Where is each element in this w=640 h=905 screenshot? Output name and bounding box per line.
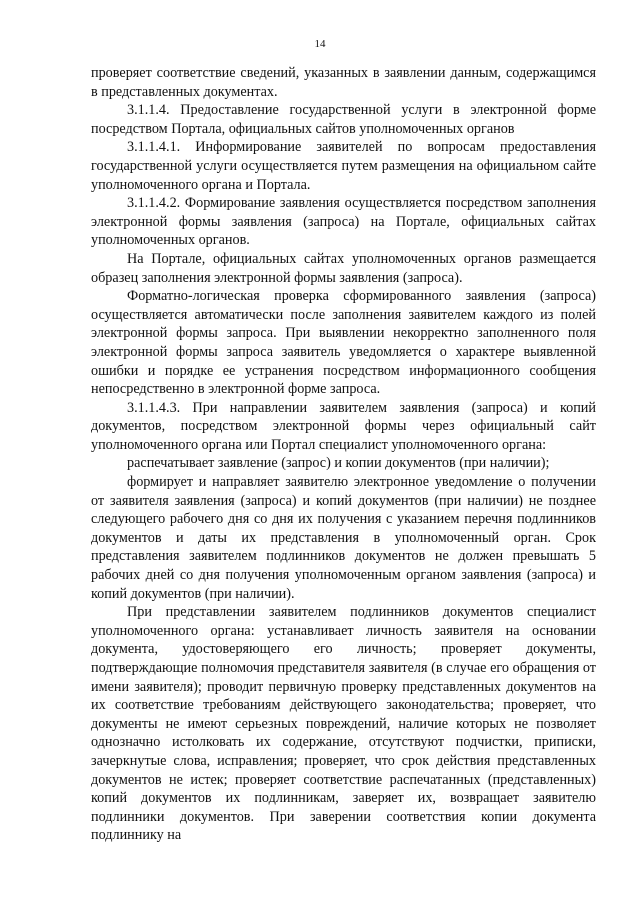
paragraph-portal-sample: На Портале, официальных сайтах уполномоченных органов размещается образец заполнения электронной формы заявления (запроса). (91, 250, 596, 286)
paragraph-format-check: Форматно-логическая проверка сформированного заявления (запроса) осуществляется автоматически после заполнения заявителем каждого из полей электронной формы запроса. При выявлении некорректно заполненного поля электронной формы запроса заявитель уведомляется о характере выявленной ошибки и порядке ее устранения посредством информационного сообщения непосредственно в электронной форме запроса. (91, 288, 596, 398)
paragraph-section-3-1-1-4: 3.1.1.4. Предоставление государственной услуги в электронной форме посредством Портала, официальных сайтов уполномоченных органов (91, 102, 596, 137)
paragraph-section-3-1-1-4-1: 3.1.1.4.1. Информирование заявителей по вопросам предоставления государственной услуги осуществляется путем размещения на официальном сайте уполномоченного органа и Портала. (91, 139, 596, 193)
document-body (91, 64, 596, 845)
paragraph-section-3-1-1-4-3: 3.1.1.4.3. При направлении заявителем заявления (запроса) и копий документов, посредством электронной формы через официальный сайт уполномоченного органа или Портал специалист уполномоченного органа: (91, 399, 596, 453)
paragraph-prints-application: распечатывает заявление (запрос) и копии документов (при наличии); (127, 455, 550, 472)
paragraph-sends-notification: формирует и направляет заявителю электронное уведомление о получении от заявителя заявления (запроса) и копий документов (при наличии) не позднее следующего рабочего дня со дня их получения с указанием перечня подлинников документов и даты их представления в уполномоченный орган. Срок представления заявителем подлинников документов не должен превышать 5 рабочих дней со дня получения уполномоченным органом заявления (запроса) и копий документов (при наличии). (91, 474, 596, 602)
paragraph-continuation: проверяет соответствие сведений, указанных в заявлении данным, содержащимся в представленных документах. (91, 65, 596, 100)
paragraph-section-3-1-1-4-2: 3.1.1.4.2. Формирование заявления осуществляется посредством заполнения электронной формы заявления (запроса) на Портале, официальных сайтах уполномоченных органов. (91, 195, 596, 249)
paragraph-originals-submission: При представлении заявителем подлинников документов специалист уполномоченного органа: устанавливает личность заявителя на основании документа, удостоверяющего его личность; проверяет документы, подтверждающие полномочия представителя заявителя (в случае его обращения от имени заявителя); проводит первичную проверку представленных документов на их соответствие требованиям действующего законодательства; проверяет, что документы не имеют серьезных повреждений, наличие которых не позволяет однозначно истолковать их содержание, отсутствуют подчистки, приписки, зачеркнутые слова, исправления; проверяет, что срок действия представленных документов не истек; проверяет соответствие распечатанных (представленных) копий документов их подлинникам, заверяет их, возвращает заявителю подлинники документов. При заверении соответствия копии документа подлиннику на (91, 604, 596, 844)
page-number: 14 (314, 38, 326, 50)
